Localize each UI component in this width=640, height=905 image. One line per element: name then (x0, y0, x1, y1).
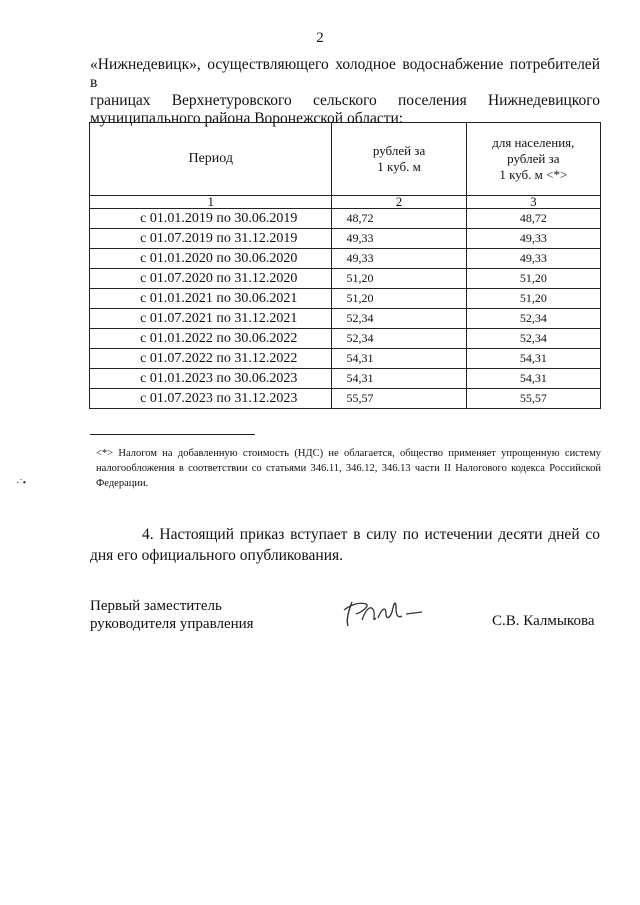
row-rate: 51,20 (332, 289, 466, 309)
row-rate: 52,34 (332, 329, 466, 349)
clause-4: 4. Настоящий приказ вступает в силу по истечении десяти дней со дня его официального опубликования. (90, 526, 600, 564)
intro-line-2: границах Верхнетуровского сельского поселения Нижнедевицкого (90, 92, 600, 109)
row-population-rate: 48,72 (466, 209, 600, 229)
row-period: с 01.01.2020 по 30.06.2020 (90, 249, 332, 269)
row-rate: 52,34 (332, 309, 466, 329)
signatory-position-line-2: руководителя управления (90, 616, 254, 632)
table-row (90, 329, 601, 349)
intro-paragraph (90, 56, 600, 128)
signatory-position (90, 597, 254, 633)
column-number-2: 2 (332, 196, 466, 209)
row-population-rate: 52,34 (466, 309, 600, 329)
row-period: с 01.07.2020 по 31.12.2020 (90, 269, 332, 289)
header-rate-line-1: рублей за (372, 143, 426, 158)
table-header-row (90, 123, 601, 196)
column-number-1: 1 (90, 196, 332, 209)
column-number-3: 3 (466, 196, 600, 209)
row-population-rate: 54,31 (466, 349, 600, 369)
header-rate (332, 123, 466, 196)
row-period: с 01.01.2019 по 30.06.2019 (90, 209, 332, 229)
table-row (90, 249, 601, 269)
header-population-line-3: 1 куб. м <*> (499, 167, 568, 182)
table-row (90, 309, 601, 329)
table-row (90, 289, 601, 309)
column-number-row (90, 196, 601, 209)
footnote-divider (90, 434, 255, 435)
row-rate: 49,33 (332, 249, 466, 269)
table-row (90, 269, 601, 289)
table-row (90, 389, 601, 409)
table-row (90, 209, 601, 229)
row-population-rate: 51,20 (466, 269, 600, 289)
row-rate: 55,57 (332, 389, 466, 409)
row-rate: 48,72 (332, 209, 466, 229)
intro-line-3: муниципального района Воронежской области: (90, 110, 404, 127)
row-population-rate: 49,33 (466, 229, 600, 249)
row-population-rate: 52,34 (466, 329, 600, 349)
row-rate: 49,33 (332, 229, 466, 249)
header-period: Период (90, 123, 332, 196)
page-number: 2 (316, 30, 324, 46)
table-row (90, 349, 601, 369)
row-population-rate: 49,33 (466, 249, 600, 269)
row-period: с 01.01.2021 по 30.06.2021 (90, 289, 332, 309)
row-rate: 54,31 (332, 369, 466, 389)
row-rate: 54,31 (332, 349, 466, 369)
row-period: с 01.01.2022 по 30.06.2022 (90, 329, 332, 349)
row-period: с 01.07.2022 по 31.12.2022 (90, 349, 332, 369)
handwritten-signature (338, 594, 428, 634)
row-period: с 01.07.2023 по 31.12.2023 (90, 389, 332, 409)
scan-mark: ·˙• (16, 478, 27, 489)
table-row (90, 369, 601, 389)
header-population-line-1: для населения, (492, 135, 575, 150)
signer-name: С.В. Калмыкова (492, 613, 595, 629)
row-period: с 01.07.2019 по 31.12.2019 (90, 229, 332, 249)
row-population-rate: 51,20 (466, 289, 600, 309)
header-population (466, 123, 600, 196)
header-rate-line-2: 1 куб. м (377, 159, 421, 174)
footnote: <*> Налогом на добавленную стоимость (НДС) не облагается, общество применяет упрощенную систему налогообложения в соответствии со статьями 346.11, 346.12, 346.13 части II Налогового кодекса Российской Федерации. (96, 448, 601, 489)
row-population-rate: 54,31 (466, 369, 600, 389)
row-population-rate: 55,57 (466, 389, 600, 409)
row-period: с 01.07.2021 по 31.12.2021 (90, 309, 332, 329)
table-row (90, 229, 601, 249)
intro-line-1: «Нижнедевицк», осуществляющего холодное водоснабжение потребителей в (90, 56, 600, 91)
row-period: с 01.01.2023 по 30.06.2023 (90, 369, 332, 389)
row-rate: 51,20 (332, 269, 466, 289)
signatory-position-line-1: Первый заместитель (90, 598, 222, 614)
header-population-line-2: рублей за (507, 151, 560, 166)
tariff-table (89, 122, 601, 409)
